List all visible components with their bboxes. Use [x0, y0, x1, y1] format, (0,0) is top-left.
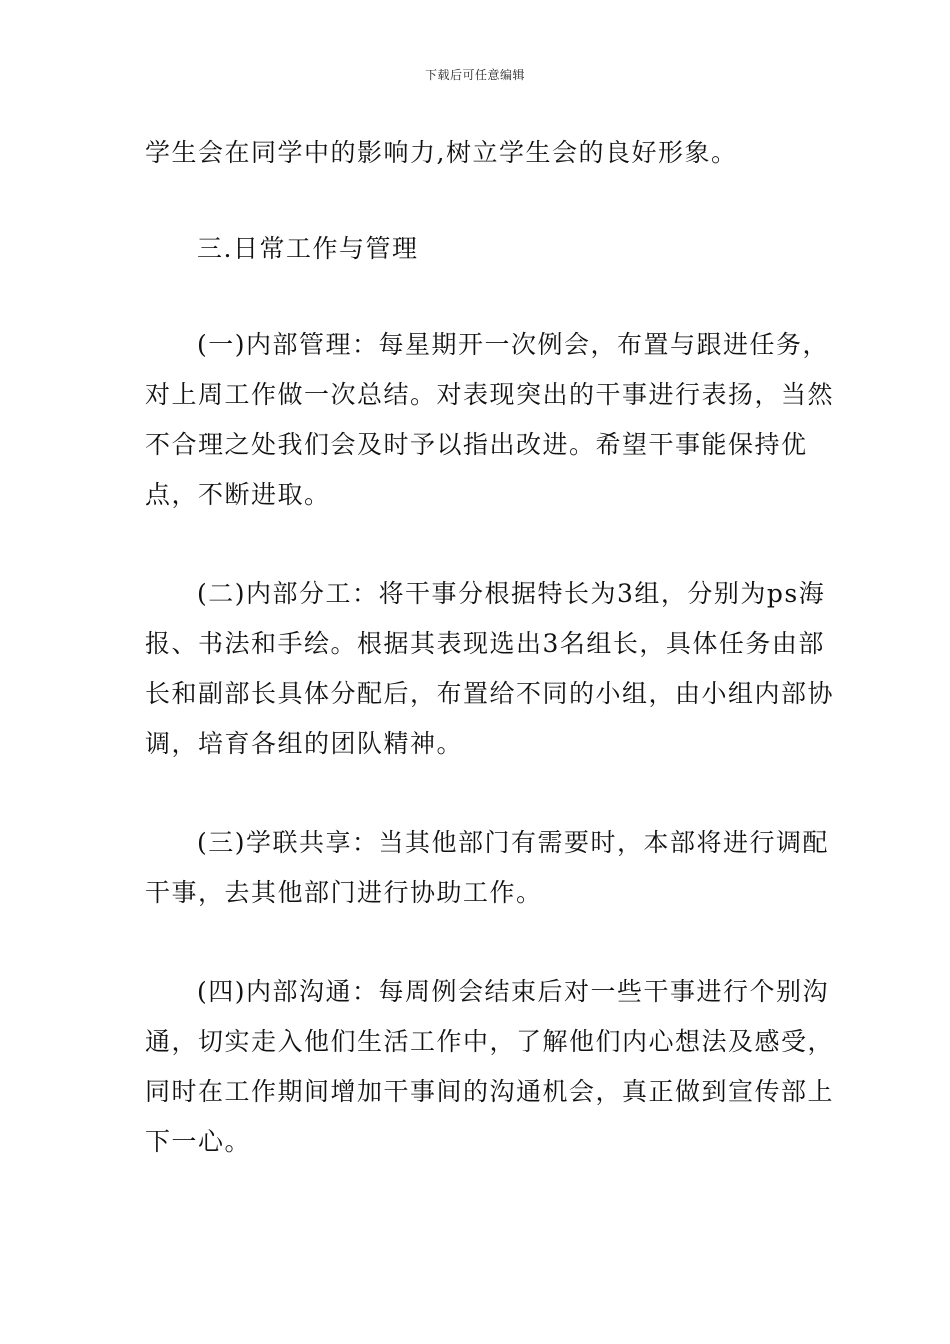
paragraph-internal-communication: (四)内部沟通：每周例会结束后对一些干事进行个别沟通，切实走入他们生活工作中，了解他们内心想法及感受，同时在工作期间增加干事间的沟通机会，真正做到宣传部上下一心。 — [145, 977, 835, 1156]
document-body — [145, 128, 835, 1167]
paragraph-internal-management: (一)内部管理：每星期开一次例会，布置与跟进任务，对上周工作做一次总结。对表现突出的干事进行表扬，当然不合理之处我们会及时予以指出改进。希望干事能保持优点，不断进取。 — [145, 330, 835, 509]
paragraph-division-of-labor: (二)内部分工：将干事分根据特长为3组，分别为ps海报、书法和手绘。根据其表现选出3名组长，具体任务由部长和副部长具体分配后，布置给不同的小组，由小组内部协调，培育各组的团队精神。 — [145, 579, 835, 758]
continuation-paragraph: 学生会在同学中的影响力,树立学生会的良好形象。 — [145, 138, 738, 167]
paragraph-shared-resources: (三)学联共享：当其他部门有需要时，本部将进行调配干事，去其他部门进行协助工作。 — [145, 828, 830, 907]
page-header-note: 下载后可任意编辑 — [424, 68, 525, 82]
section-heading: 三.日常工作与管理 — [197, 234, 419, 263]
